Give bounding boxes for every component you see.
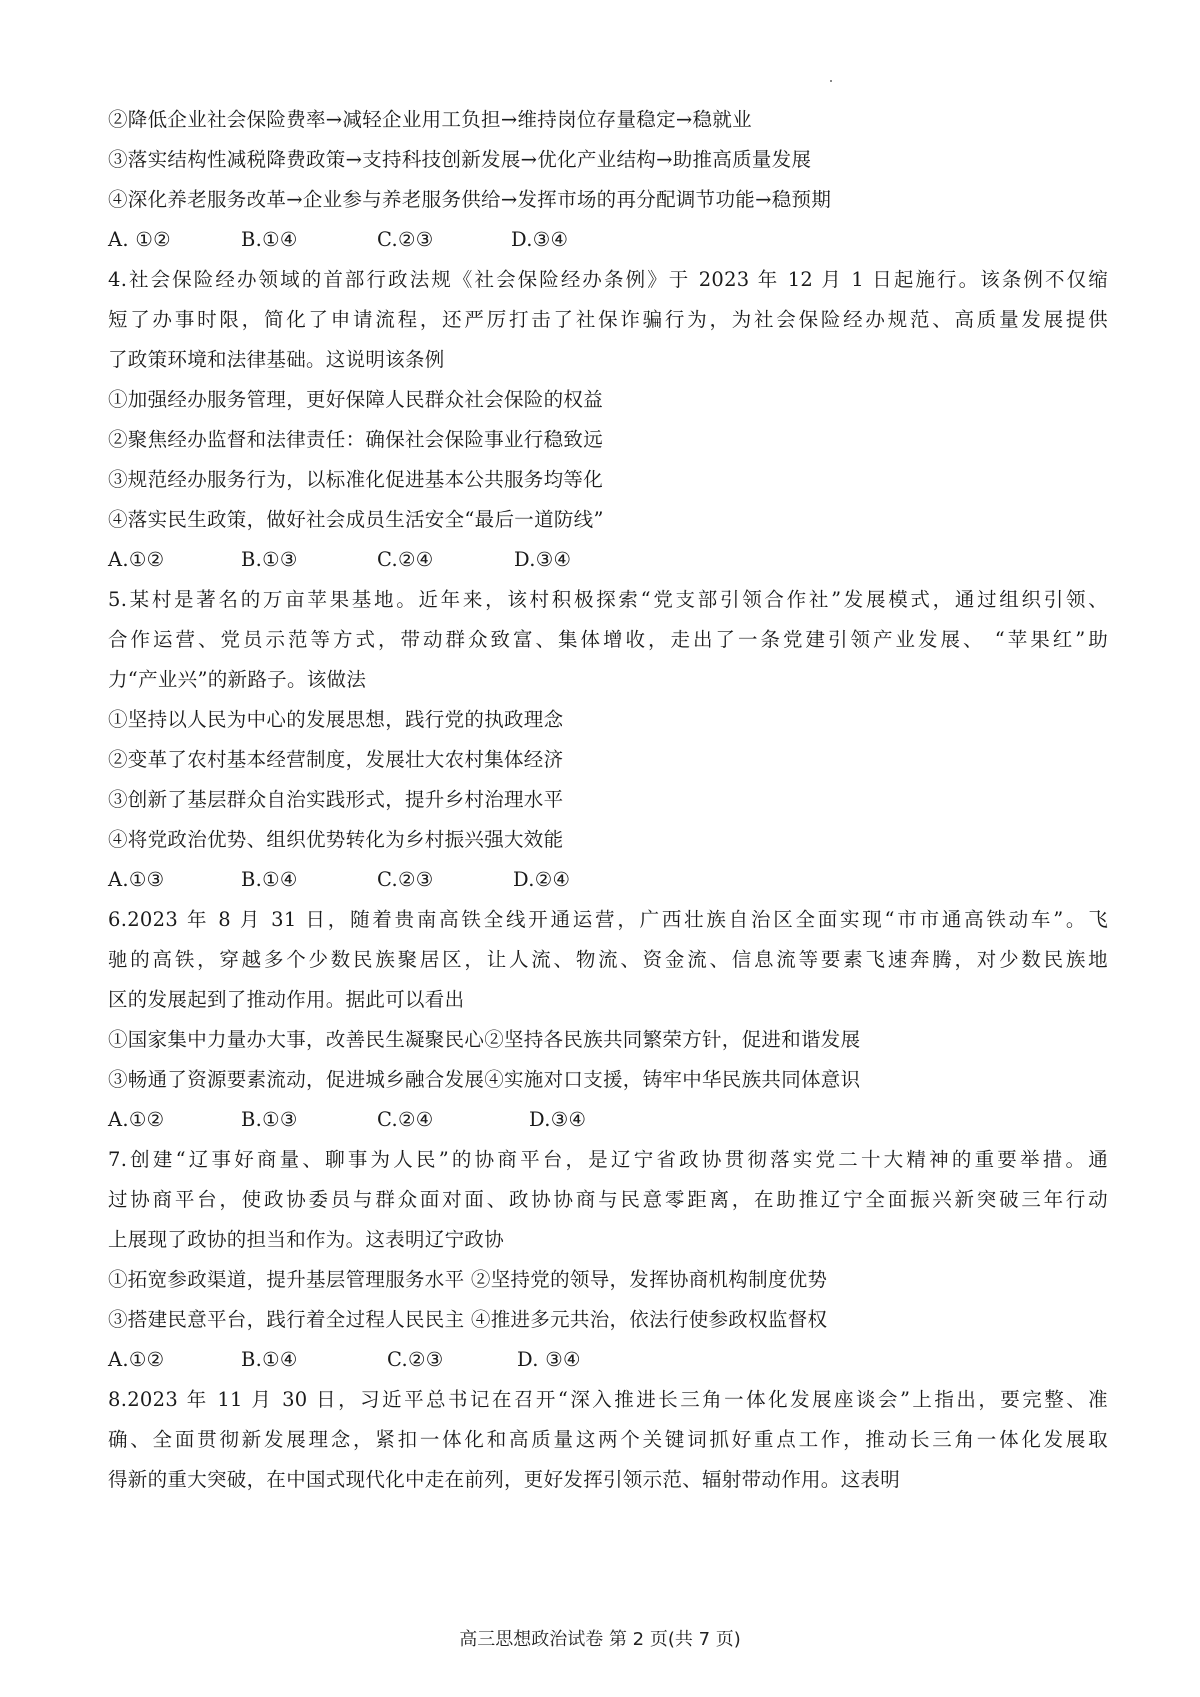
q6-stem-line: 6.2023 年 8 月 31 日，随着贵南高铁全线开通运营，广西壮族自治区全面实现“市市通高铁动车”。飞 [108,908,1108,931]
question-5 [108,580,1108,900]
q5-options [108,860,1108,900]
q4-option-b[interactable]: B.①③ [241,548,298,571]
q7-items-3-4: ③搭建民意平台，践行着全过程人民民主 ④推进多元共治，依法行使参政权监督权 [108,1308,828,1331]
q5-item-4: ④将党政治优势、组织优势转化为乡村振兴强大效能 [108,828,564,851]
question-8 [108,1380,1108,1500]
q7-option-d[interactable]: D. ③④ [517,1348,581,1371]
q6-stem-line: 区的发展起到了推动作用。据此可以看出 [108,988,465,1011]
q5-option-c[interactable]: C.②③ [377,868,434,891]
page-footer: 高三思想政治试卷 第 2 页(共 7 页) [459,1629,741,1650]
q7-option-c[interactable]: C.②③ [387,1348,444,1371]
q3-option-d[interactable]: D.③④ [511,228,569,251]
q6-options [108,1100,1108,1140]
q3-options [108,220,1108,260]
q3-option-a[interactable]: A. ①② [108,228,171,251]
q7-stem-line: 上展现了政协的担当和作为。这表明辽宁政协 [108,1228,505,1251]
q4-option-a[interactable]: A.①② [108,548,165,571]
q3-item-2: ②降低企业社会保险费率→减轻企业用工负担→维持岗位存量稳定→稳就业 [108,108,752,131]
q4-item-4: ④落实民生政策，做好社会成员生活安全“最后一道防线” [108,508,604,531]
question-4 [108,260,1108,580]
q8-stem-line: 8.2023 年 11 月 30 日，习近平总书记在召开“深入推进长三角一体化发展座谈会”上指出，要完整、准 [108,1388,1108,1411]
q5-item-3: ③创新了基层群众自治实践形式，提升乡村治理水平 [108,788,564,811]
q7-stem-line: 7.创建“辽事好商量、聊事为人民”的协商平台，是辽宁省政协贯彻落实党二十大精神的重要举措。通 [108,1148,1108,1171]
q5-item-1: ①坚持以人民为中心的发展思想，践行党的执政理念 [108,708,564,731]
q8-stem-line: 确、全面贯彻新发展理念，紧扣一体化和高质量这两个关键词抓好重点工作，推动长三角一体化发展取 [108,1428,1108,1451]
q5-option-d[interactable]: D.②④ [513,868,571,891]
q6-stem-line: 驰的高铁，穿越多个少数民族聚居区，让人流、物流、资金流、信息流等要素飞速奔腾，对少数民族地 [108,948,1108,971]
q7-stem-line: 过协商平台，使政协委员与群众面对面、政协协商与民意零距离，在助推辽宁全面振兴新突破三年行动 [108,1188,1108,1211]
scan-speck [830,80,832,82]
q6-option-b[interactable]: B.①③ [241,1108,298,1131]
q6-items-3-4: ③畅通了资源要素流动，促进城乡融合发展④实施对口支援，铸牢中华民族共同体意识 [108,1068,861,1091]
q4-item-2: ②聚焦经办监督和法律责任：确保社会保险事业行稳致远 [108,428,604,451]
q7-option-a[interactable]: A.①② [108,1348,165,1371]
q6-option-a[interactable]: A.①② [108,1108,165,1131]
q8-stem-line: 得新的重大突破，在中国式现代化中走在前列，更好发挥引领示范、辐射带动作用。这表明 [108,1468,901,1491]
q4-item-1: ①加强经办服务管理，更好保障人民群众社会保险的权益 [108,388,604,411]
q4-item-3: ③规范经办服务行为，以标准化促进基本公共服务均等化 [108,468,604,491]
q4-stem-line: 了政策环境和法律基础。这说明该条例 [108,348,445,371]
q5-option-b[interactable]: B.①④ [241,868,298,891]
q3-option-c[interactable]: C.②③ [377,228,434,251]
q6-items-1-2: ①国家集中力量办大事，改善民生凝聚民心②坚持各民族共同繁荣方针，促进和谐发展 [108,1028,861,1051]
q4-option-c[interactable]: C.②④ [377,548,434,571]
q7-items-1-2: ①拓宽参政渠道，提升基层管理服务水平 ②坚持党的领导，发挥协商机构制度优势 [108,1268,828,1291]
q3-item-3: ③落实结构性减税降费政策→支持科技创新发展→优化产业结构→助推高质量发展 [108,148,812,171]
q6-option-c[interactable]: C.②④ [377,1108,434,1131]
q6-option-d[interactable]: D.③④ [529,1108,587,1131]
q4-option-d[interactable]: D.③④ [514,548,572,571]
q5-stem-line: 合作运营、党员示范等方式，带动群众致富、集体增收，走出了一条党建引领产业发展、 “苹果红”助 [108,628,1108,651]
question-7 [108,1140,1108,1380]
q3-option-b[interactable]: B.①④ [241,228,298,251]
question-6 [108,900,1108,1140]
q3-item-4: ④深化养老服务改革→企业参与养老服务供给→发挥市场的再分配调节功能→稳预期 [108,188,832,211]
q5-item-2: ②变革了农村基本经营制度，发展壮大农村集体经济 [108,748,564,771]
q7-options [108,1340,1108,1380]
exam-page [108,100,1108,1500]
q4-options [108,540,1108,580]
q4-stem-line: 短了办事时限，简化了申请流程，还严厉打击了社保诈骗行为，为社会保险经办规范、高质量发展提供 [108,308,1108,331]
q5-stem-line: 力“产业兴”的新路子。该做法 [108,668,367,691]
q5-option-a[interactable]: A.①③ [108,868,165,891]
q7-option-b[interactable]: B.①④ [241,1348,298,1371]
q5-stem-line: 5.某村是著名的万亩苹果基地。近年来，该村积极探索“党支部引领合作社”发展模式，通过组织引领、 [108,588,1108,611]
q4-stem-line: 4.社会保险经办领域的首部行政法规《社会保险经办条例》于 2023 年 12 月 1 日起施行。该条例不仅缩 [108,268,1108,291]
question-3 [108,100,1108,260]
